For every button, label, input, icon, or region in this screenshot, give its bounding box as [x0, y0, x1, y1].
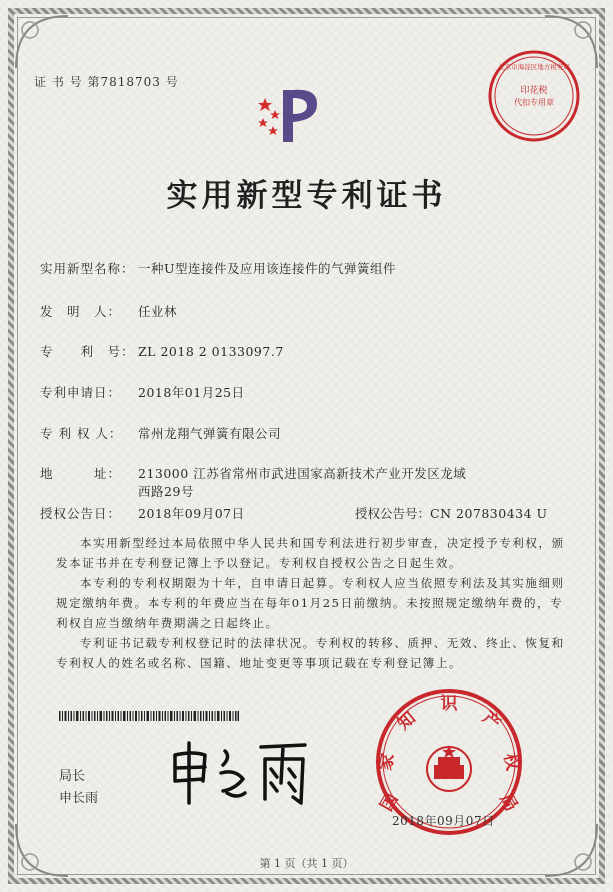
- field-value: 一种U型连接件及应用该连接件的气弹簧组件: [138, 261, 397, 276]
- svg-text:局: 局: [495, 790, 522, 815]
- field-patent-number: [40, 342, 284, 360]
- field-label: 授权公告号：: [355, 506, 431, 521]
- corner-ornament-icon: [541, 820, 601, 880]
- field-value: CN 207830434 U: [430, 506, 548, 521]
- svg-text:识: 识: [440, 694, 458, 714]
- field-address-line2: [138, 482, 194, 500]
- field-value: 常州龙翔气弹簧有限公司: [138, 426, 282, 441]
- field-patentee: [40, 424, 281, 442]
- field-value: 213000 江苏省常州市武进国家高新技术产业开发区龙域: [138, 466, 467, 481]
- tax-seal-icon: [487, 49, 581, 143]
- svg-text:产: 产: [478, 708, 505, 735]
- corner-ornament-icon: [12, 820, 72, 880]
- field-utility-model-name: [40, 259, 396, 277]
- certificate-number: 证 书 号 第7818703 号: [34, 75, 179, 89]
- field-value: 2018年09月07日: [138, 506, 245, 521]
- svg-text:印花税: 印花税: [520, 86, 548, 96]
- field-address: [40, 464, 466, 482]
- director-title: 局长: [59, 769, 86, 784]
- svg-text:权: 权: [499, 751, 523, 773]
- svg-text:国: 国: [376, 790, 403, 815]
- field-label: 专利申请日：: [40, 385, 122, 400]
- barcode-icon: [59, 711, 239, 721]
- field-grant-date: [40, 504, 245, 522]
- paragraph-term: 本专利的专利权期限为十年，自申请日起算。专利权人应当依照专利法及其实施细则规定缴纳年费。本专利的年费应当在每年01月25日前缴纳。未按照规定缴纳年费的，专利权自应当缴纳年费期满之日起终止。: [56, 576, 565, 630]
- certificate-title: 实用新型专利证书: [166, 178, 447, 214]
- field-label: 专 利 权 人：: [40, 426, 123, 441]
- field-label: 实用新型名称：: [40, 261, 135, 276]
- svg-text:家: 家: [375, 751, 399, 773]
- field-value: 2018年01月25日: [138, 385, 245, 400]
- field-label: 地 址：: [40, 466, 122, 481]
- page-number: 第 1 页（共 1 页）: [259, 857, 354, 870]
- field-value: ZL 2018 2 0133097.7: [138, 344, 284, 359]
- field-publication-number: [355, 504, 548, 522]
- field-value: 任业林: [138, 304, 178, 319]
- field-label: 专 利 号：: [40, 344, 135, 359]
- paragraph-grant: 本实用新型经过本局依照中华人民共和国专利法进行初步审查，决定授予专利权，颁发本证书并在专利登记簿上予以登记。专利权自授权公告之日起生效。: [56, 536, 565, 570]
- issue-date: 2018年09月07日: [392, 814, 495, 828]
- corner-ornament-icon: [12, 12, 72, 72]
- field-label: 授权公告日：: [40, 506, 122, 521]
- svg-text:知: 知: [393, 708, 420, 735]
- field-label: 发 明 人：: [40, 304, 122, 319]
- field-application-date: [40, 383, 245, 401]
- svg-text:北京市海淀区地方税务局: 北京市海淀区地方税务局: [498, 63, 570, 71]
- paragraph-legal-status: 专利证书记载专利权登记时的法律状况。专利权的转移、质押、无效、终止、恢复和专利权人的姓名或名称、国籍、地址变更等事项记载在专利登记簿上。: [56, 636, 565, 670]
- director-name: 申长雨: [59, 791, 99, 806]
- sipo-logo-icon: [253, 84, 327, 148]
- svg-text:代扣专用章: 代扣专用章: [514, 98, 554, 107]
- field-value: 西路29号: [138, 484, 194, 499]
- field-inventor: [40, 302, 177, 320]
- handwritten-signature-icon: [165, 733, 315, 813]
